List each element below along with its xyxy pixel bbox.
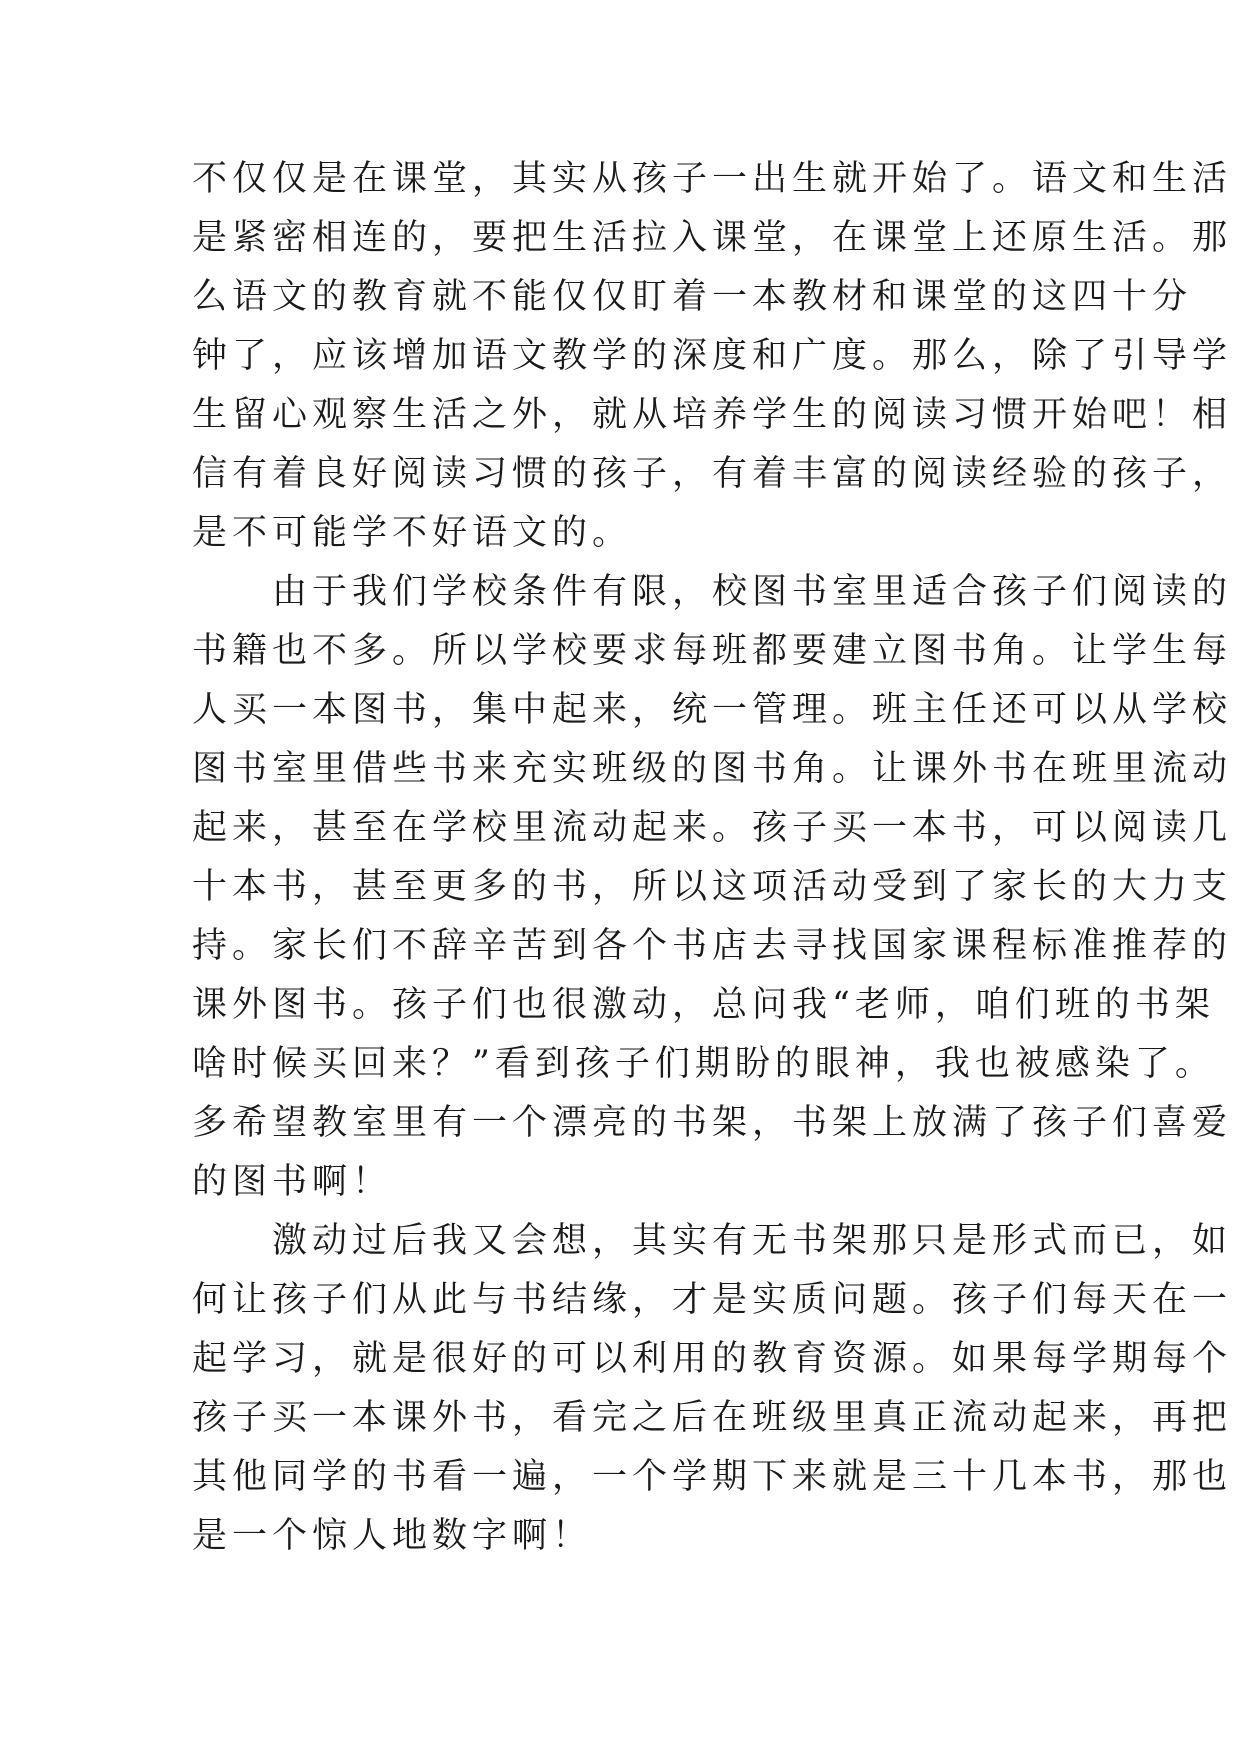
text-line: 图书室里借些书来充实班级的图书角。让课外书在班里流动 (192, 749, 1233, 789)
paragraph-2 (192, 563, 1233, 1212)
text-line: 持。家长们不辞辛苦到各个书店去寻找国家课程标准推荐的 (192, 926, 1233, 966)
text-line: 的图书啊！ (192, 1162, 393, 1202)
text-line: 十本书，甚至更多的书，所以这项活动受到了家长的大力支 (192, 867, 1233, 907)
text-line: 课外图书。孩子们也很激动，总问我“老师，咱们班的书架 (192, 985, 1215, 1025)
text-line: 钟了，应该增加语文教学的深度和广度。那么，除了引导学 (192, 336, 1233, 376)
text-line: 么语文的教育就不能仅仅盯着一本教材和课堂的这四十分 (192, 277, 1193, 317)
text-line: 多希望教室里有一个漂亮的书架，书架上放满了孩子们喜爱 (192, 1103, 1233, 1143)
text-line: 起来，甚至在学校里流动起来。孩子买一本书，可以阅读几 (192, 808, 1233, 848)
paragraph-1 (192, 150, 1233, 563)
text-line: 何让孩子们从此与书结缘，才是实质问题。孩子们每天在一 (192, 1280, 1233, 1320)
text-line: 孩子买一本课外书，看完之后在班级里真正流动起来，再把 (192, 1398, 1233, 1438)
text-line: 其他同学的书看一遍，一个学期下来就是三十几本书，那也 (192, 1457, 1233, 1497)
text-line: 人买一本图书，集中起来，统一管理。班主任还可以从学校 (192, 690, 1233, 730)
text-line: 起学习，就是很好的可以利用的教育资源。如果每学期每个 (192, 1339, 1233, 1379)
text-line: 是不可能学不好语文的。 (192, 513, 633, 553)
text-line: 啥时候买回来？”看到孩子们期盼的眼神，我也被感染了。 (192, 1044, 1215, 1084)
text-line: 信有着良好阅读习惯的孩子，有着丰富的阅读经验的孩子， (192, 454, 1233, 494)
text-line: 是紧密相连的，要把生活拉入课堂，在课堂上还原生活。那 (192, 218, 1233, 258)
text-line: 不仅仅是在课堂，其实从孩子一出生就开始了。语文和生活 (192, 159, 1233, 199)
text-line: 是一个惊人地数字啊！ (192, 1516, 593, 1556)
paragraph-3 (192, 1212, 1233, 1566)
text-line: 书籍也不多。所以学校要求每班都要建立图书角。让学生每 (192, 631, 1233, 671)
text-line: 生留心观察生活之外，就从培养学生的阅读习惯开始吧！相 (192, 395, 1233, 435)
text-line: 激动过后我又会想，其实有无书架那只是形式而已，如 (272, 1221, 1233, 1261)
document-body (192, 150, 1233, 1566)
text-line: 由于我们学校条件有限，校图书室里适合孩子们阅读的 (272, 572, 1233, 612)
